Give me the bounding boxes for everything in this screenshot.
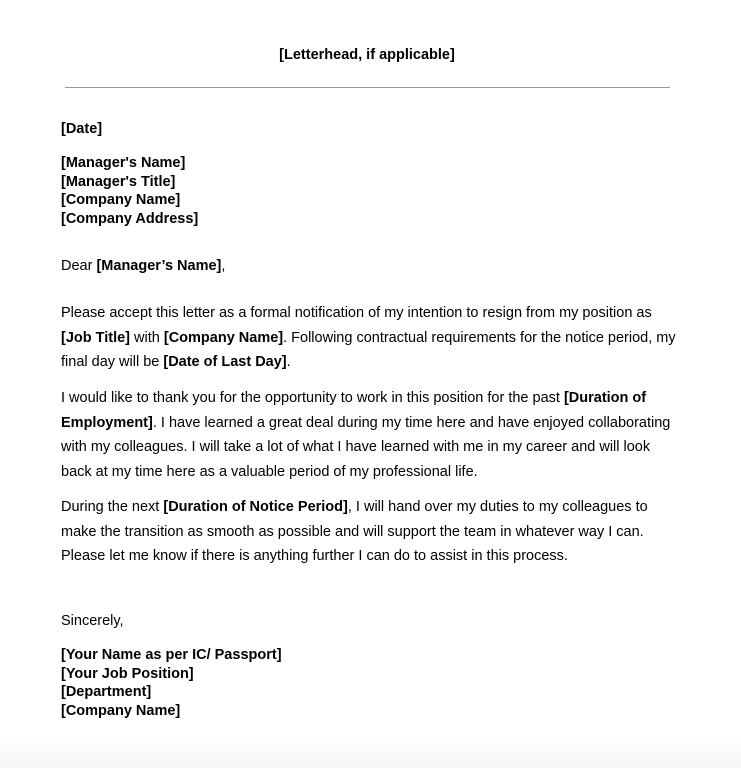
salutation-name: [Manager’s Name] (96, 258, 222, 274)
recipient-title: [Manager's Title] (61, 173, 176, 190)
paragraph1-text-3: . Following contractual requirements for the notice period, my final day will be (61, 329, 676, 370)
last-day-placeholder: [Date of Last Day] (163, 354, 287, 370)
job-title-placeholder: [Job Title] (61, 329, 131, 346)
letterhead: [Letterhead, if applicable] (279, 47, 455, 63)
paragraph2-text-1: I would like to thank you for the opportunity to work in this position for the past (61, 390, 564, 406)
employment-duration-placeholder: [Duration of Employment] (61, 390, 647, 431)
recipient-name: [Manager's Name] (61, 155, 186, 171)
paragraph1-text-1: Please accept this letter as a formal notification of my intention to resign from my position as (61, 305, 652, 321)
paragraph3-text-2: , I will hand over my duties to my colleagues to make the transition as smooth as possible and will support the team in whatever way I can. Please let me know if there is anything further I can do to assist in this process. (61, 499, 648, 564)
salutation-prefix: Dear (61, 258, 97, 274)
paragraph-resignation (61, 301, 681, 375)
closing: Sincerely, (61, 613, 124, 629)
signature-block (61, 646, 282, 721)
paragraph-gratitude (61, 386, 681, 484)
signature-company: [Company Name] (61, 703, 181, 720)
paragraph1-text-2: with (130, 329, 164, 346)
recipient-company: [Company Name] (61, 192, 181, 209)
paragraph1-text-4: . (286, 354, 291, 370)
signature-position: [Your Job Position] (61, 665, 194, 682)
paragraph3-text-1: During the next (61, 499, 164, 515)
salutation (61, 258, 225, 274)
recipient-address: [Company Address] (61, 211, 199, 228)
company-name-placeholder: [Company Name] (163, 329, 284, 346)
notice-period-placeholder: [Duration of Notice Period] (163, 499, 348, 515)
paragraph-handover (61, 495, 681, 569)
letter-date: [Date] (61, 121, 103, 137)
header-divider (65, 87, 670, 88)
signature-department: [Department] (61, 684, 152, 701)
signature-name: [Your Name as per IC/ Passport] (61, 647, 282, 663)
recipient-block (61, 154, 198, 229)
salutation-suffix: , (221, 258, 226, 274)
paragraph2-text-2: . I have learned a great deal during my time here and have enjoyed collaborating with my colleagues. I will take a lot of what I have learned with me in my career and will look back at my time here as a valuable period of my professional life. (61, 414, 671, 480)
